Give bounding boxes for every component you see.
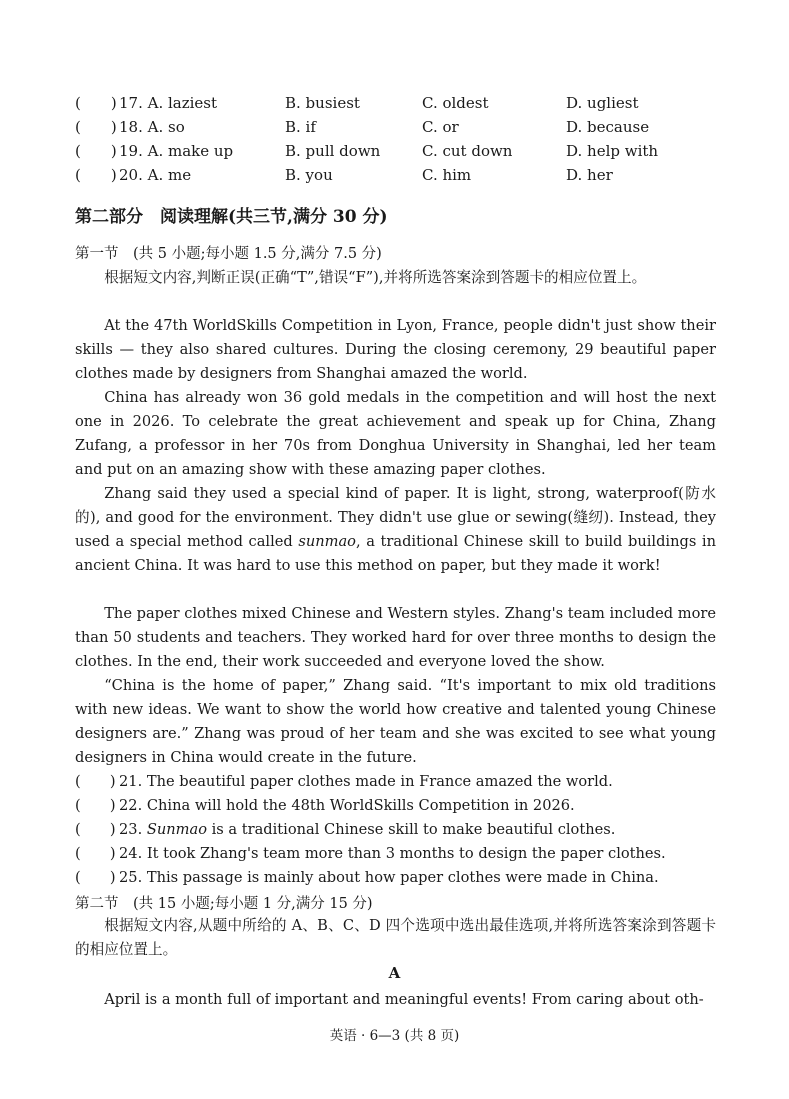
- option-d: D. help with: [566, 142, 659, 160]
- option-a: 17. A. laziest: [119, 94, 218, 112]
- paragraph-3-part-1: Zhang said they used a special kind of paper. It is light, strong, waterproof(防水的), and good for the environment. They didn't use glue or sewing(缝纫). Instead, they used a special method called: [75, 485, 716, 550]
- option-d: D. because: [566, 118, 650, 136]
- question-text: is a traditional Chinese skill to make beautiful clothes.: [206, 821, 616, 838]
- passage-paragraph-1: At the 47th WorldSkills Competition in Lyon, France, people didn't just show their skills — they also shared cultures. During the closing ceremony, 29 beautiful paper clothes made by designers from Shanghai amazed the world.: [75, 317, 716, 382]
- tf-question-23: [75, 818, 615, 842]
- option-c: C. him: [422, 166, 472, 184]
- option-a: 19. A. make up: [119, 142, 234, 160]
- option-a: 18. A. so: [119, 118, 185, 136]
- answer-blank[interactable]: ( ): [75, 869, 116, 886]
- section1-title: 第一节 (共 5 小题;每小题 1.5 分,满分 7.5 分): [75, 246, 382, 262]
- part2-title: 第二部分 阅读理解(共三节,满分 30 分): [75, 207, 388, 227]
- answer-blank[interactable]: ( ): [75, 166, 117, 184]
- option-c: C. oldest: [422, 94, 489, 112]
- answer-blank[interactable]: ( ): [75, 845, 116, 862]
- section2-instruction: 根据短文内容,从题中所给的 A、B、C、D 四个选项中选出最佳选项,并将所选答案涂到答题卡的相应位置上。: [75, 917, 716, 958]
- sunmao-term: sunmao: [298, 533, 356, 550]
- option-c: C. or: [422, 118, 459, 136]
- option-d: D. ugliest: [566, 94, 639, 112]
- option-b: B. pull down: [285, 142, 381, 160]
- page-footer: 英语 · 6—3 (共 8 页): [329, 1028, 460, 1044]
- tf-question-25: [75, 866, 659, 890]
- passage-paragraph-3: [75, 482, 716, 578]
- paragraph-3-part-2: , a traditional Chinese skill to build buildings in ancient China. It was hard to use this method on paper, but they made it work!: [75, 533, 716, 574]
- answer-blank[interactable]: ( ): [75, 118, 117, 136]
- option-a: 20. A. me: [119, 166, 192, 184]
- tf-question-24: [75, 842, 666, 866]
- section1-instruction: 根据短文内容,判断正误(正确“T”,错误“F”),并将所选答案涂到答题卡的相应位置上。: [104, 269, 647, 286]
- question-text: 25. This passage is mainly about how paper clothes were made in China.: [119, 869, 659, 886]
- passage-paragraph-4: The paper clothes mixed Chinese and Western styles. Zhang's team included more than 50 students and teachers. They worked hard for over three months to design the clothes. In the end, their work succeeded and everyone loved the show.: [75, 605, 716, 670]
- passage-a-first-line: April is a month full of important and meaningful events! From caring about oth-: [104, 991, 704, 1008]
- tf-question-21: [75, 770, 613, 794]
- sunmao-term: Sunmao: [146, 821, 207, 838]
- question-text: 21. The beautiful paper clothes made in France amazed the world.: [119, 773, 613, 790]
- option-b: B. if: [285, 118, 316, 136]
- option-d: D. her: [566, 166, 613, 184]
- answer-blank[interactable]: ( ): [75, 142, 117, 160]
- question-number: 23.: [119, 821, 147, 838]
- answer-blank[interactable]: ( ): [75, 94, 117, 112]
- passage-label: A: [388, 964, 401, 982]
- answer-blank[interactable]: ( ): [75, 797, 116, 814]
- question-text: 24. It took Zhang's team more than 3 months to design the paper clothes.: [119, 845, 666, 862]
- question-text: 22. China will hold the 48th WorldSkills Competition in 2026.: [119, 797, 575, 814]
- answer-blank[interactable]: ( ): [75, 773, 116, 790]
- answer-blank[interactable]: ( ): [75, 821, 116, 838]
- passage-paragraph-5: “China is the home of paper,” Zhang said. “It's important to mix old traditions with new ideas. We want to show the world how creative and talented young Chinese designers are.” Zhang was proud of her team and she was excited to see what young designers in China would create in the future.: [75, 677, 716, 766]
- passage-paragraph-2: China has already won 36 gold medals in the competition and will host the next one in 2026. To celebrate the great achievement and speak up for China, Zhang Zufang, a professor in her 70s from Donghua University in Shanghai, led her team and put on an amazing show with these amazing paper clothes.: [75, 389, 716, 478]
- option-b: B. busiest: [285, 94, 360, 112]
- tf-question-22: [75, 794, 575, 818]
- option-b: B. you: [285, 166, 333, 184]
- option-c: C. cut down: [422, 142, 513, 160]
- section2-title: 第二节 (共 15 小题;每小题 1 分,满分 15 分): [75, 896, 373, 912]
